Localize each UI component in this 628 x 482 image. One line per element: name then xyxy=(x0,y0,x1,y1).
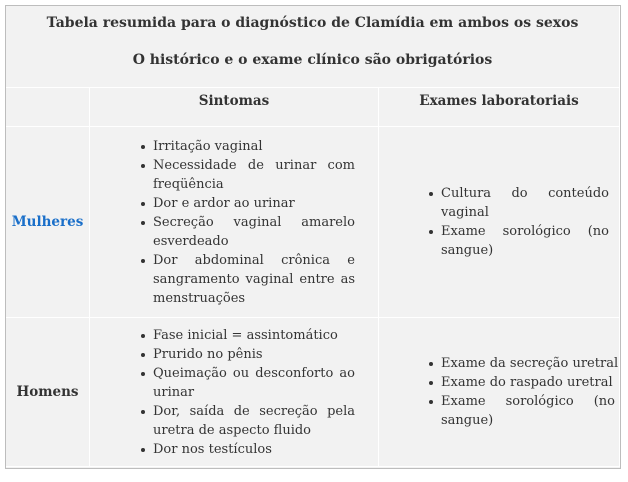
header-exams: Exames laboratoriais xyxy=(379,88,620,127)
list-item: Queimação ou desconforto ao urinar xyxy=(137,364,355,402)
men-symptoms-list xyxy=(137,326,355,459)
diagnosis-table xyxy=(5,5,621,469)
header-symptoms: Sintomas xyxy=(90,88,379,127)
men-exams-list xyxy=(425,354,619,430)
table-title: Tabela resumida para o diagnóstico de Clamídia em ambos os sexos xyxy=(46,15,579,31)
list-item: Exame sorológico (no sangue) xyxy=(425,392,615,430)
table-grid xyxy=(6,6,620,468)
list-item: Exame do raspado uretral xyxy=(425,373,615,392)
list-item: Prurido no pênis xyxy=(137,345,355,364)
table-subtitle: O histórico e o exame clínico são obrigatórios xyxy=(132,52,493,68)
list-item: Dor abdominal crônica e sangramento vaginal entre as menstruações xyxy=(137,251,355,308)
list-item: Dor e ardor ao urinar xyxy=(137,194,355,213)
header-blank xyxy=(6,88,90,127)
women-symptoms-cell xyxy=(90,127,379,318)
list-item: Fase inicial = assintomático xyxy=(137,326,355,345)
women-exams-cell xyxy=(379,127,620,318)
list-item: Irritação vaginal xyxy=(137,137,355,156)
list-item: Exame sorológico (no sangue) xyxy=(425,222,609,260)
list-item: Dor nos testículos xyxy=(137,440,355,459)
men-symptoms-cell xyxy=(90,318,379,467)
women-exams-list xyxy=(425,184,609,260)
list-item: Exame da secreção uretral xyxy=(425,354,615,373)
list-item: Secreção vaginal amarelo esverdeado xyxy=(137,213,355,251)
women-symptoms-list xyxy=(137,137,355,308)
row-label-men: Homens xyxy=(6,318,90,467)
row-label-women: Mulheres xyxy=(6,127,90,318)
list-item: Dor, saída de secreção pela uretra de aspecto fluido xyxy=(137,402,355,440)
table-title-cell xyxy=(6,6,620,88)
men-exams-cell xyxy=(379,318,620,467)
list-item: Necessidade de urinar com freqüência xyxy=(137,156,355,194)
list-item: Cultura do conteúdo vaginal xyxy=(425,184,609,222)
